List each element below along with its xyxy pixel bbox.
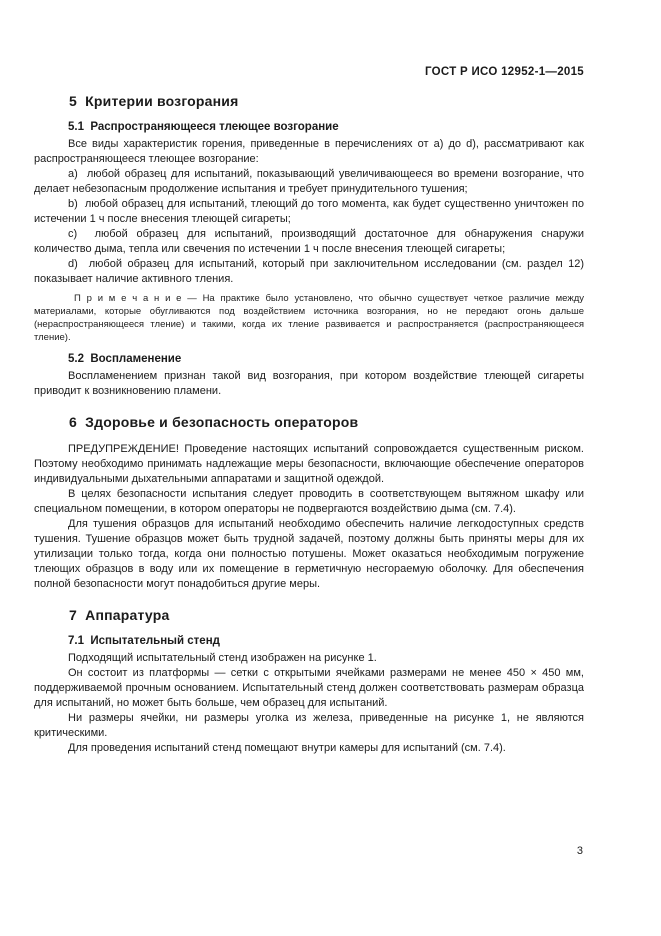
list-item-b: b) любой образец для испытаний, тлеющий до того момента, как будет существенно уничтожен по истечении 1 ч после внесения тлеющей сигареты; [34,198,584,225]
paragraph-7-1-1: Подходящий испытательный стенд изображен на рисунке 1. [68,652,377,664]
section-5-2-title: 5.2 Воспламенение [68,353,182,365]
paragraph-5-2: Воспламенением признан такой вид возгорания, при котором воздействие тлеющей сигареты приводит к возникновению пламени. [34,370,584,397]
paragraph-7-1-4: Для проведения испытаний стенд помещают внутри камеры для испытаний (см. 7.4). [68,742,506,754]
section-7-title: 7 Аппаратура [69,607,170,623]
section-6-title: 6 Здоровье и безопасность операторов [69,414,359,430]
page-number: 3 [576,845,583,857]
paragraph-7-1-2: Он состоит из платформы — сетки с открытыми ячейками размерами не менее 450 × 450 мм, поддерживаемой прочным основанием. Испытательный стенд должен соответствовать размерам образца для испытаний, но может быть больше, чем образец для испытаний. [34,667,584,709]
paragraph-7-1-3: Ни размеры ячейки, ни размеры уголка из железа, приведенные на рисунке 1, не являются критическими. [34,712,584,739]
section-5-1-title: 5.1 Распространяющееся тлеющее возгорание [68,121,339,133]
standard-code-header: ГОСТ Р ИСО 12952-1—2015 [424,66,584,78]
note-5-1: П р и м е ч а н и е — На практике было установлено, что обычно существует четкое различие между материалами, которые обугливаются под воздействием источника возгорания, но не передают огонь дальше (нераспространяющееся тление) и такими, когда их тление развивается и распространяется (распространяющееся тление). [34,293,584,343]
section-7-1-title: 7.1 Испытательный стенд [68,635,220,647]
paragraph-6-warning: ПРЕДУПРЕЖДЕНИЕ! Проведение настоящих испытаний сопровождается существенным риском. Поэтому необходимо принимать надлежащие меры безопасности, включающие обеспечение операторов индивидуальными дыхательными аппаратами и защитной одеждой. [34,443,584,485]
paragraph-6-3: Для тушения образцов для испытаний необходимо обеспечить наличие легкодоступных средств тушения. Тушение образцов может быть трудной задачей, поэтому должны быть приняты меры для их утилизации только тогда, когда они полностью потушены. Может оказаться необходимым погружение тлеющих образцов в воду или их помещение в герметичную несгораемую оболочку. Для обеспечения полной безопасности могут понадобиться другие меры. [34,518,584,590]
list-item-d: d) любой образец для испытаний, который при заключительном исследовании (см. раздел 12) показывает наличие активного тления. [34,258,584,285]
section-7 [34,607,584,756]
paragraph-6-2: В целях безопасности испытания следует проводить в соответствующем вытяжном шкафу или специальном помещении, в котором операторы не подвергаются воздействию дыма (см. 7.4). [34,488,584,515]
list-item-c: c) любой образец для испытаний, производящий достаточное для обнаружения снаружи количество дыма, тепла или свечения по истечении 1 ч после внесения тлеющей сигареты; [34,228,584,255]
section-5-title: 5 Критерии возгорания [69,93,239,109]
section-5 [34,93,584,399]
section-6 [34,414,584,592]
paragraph-intro-5-1: Все виды характеристик горения, приведенные в перечислениях от a) до d), рассматривают как распространяющееся тлеющее возгорание: [34,138,584,165]
list-item-a: a) любой образец для испытаний, показывающий увеличивающееся во времени возгорание, что делает небезопасным продолжение испытания и требует принудительного тушения; [34,168,584,195]
